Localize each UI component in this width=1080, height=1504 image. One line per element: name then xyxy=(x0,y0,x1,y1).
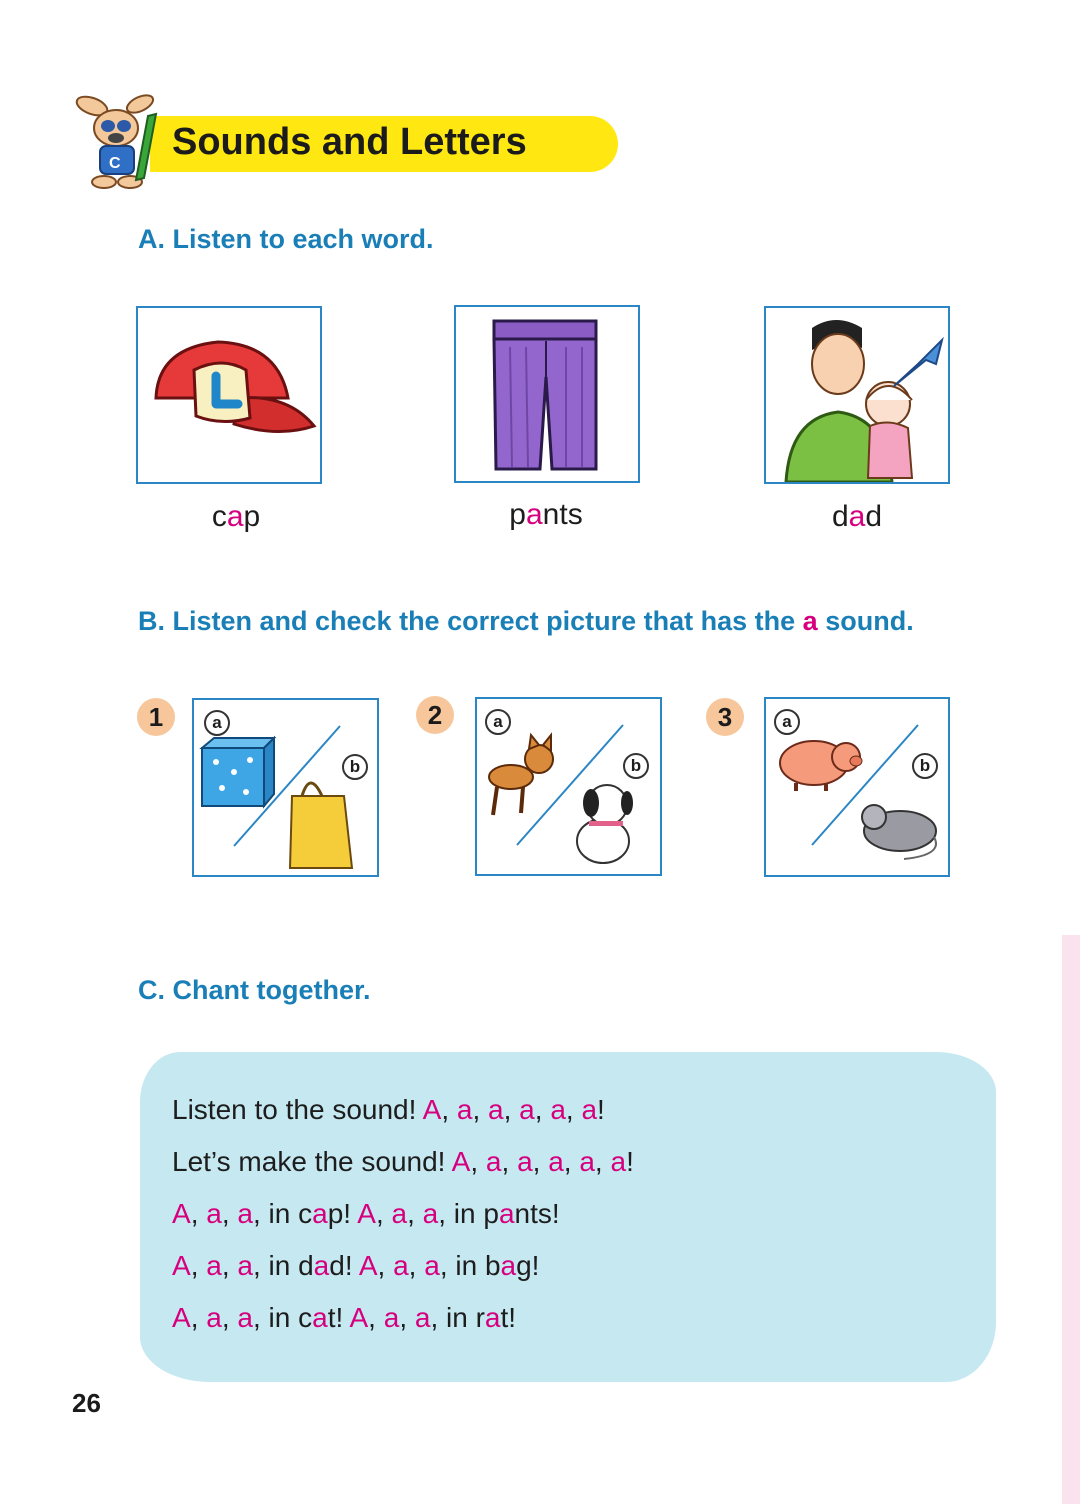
option-b-badge[interactable]: b xyxy=(623,753,649,779)
section-c-heading: C. Chant together. xyxy=(138,975,371,1005)
choice-frame-3[interactable] xyxy=(764,697,950,877)
option-a-badge[interactable]: a xyxy=(774,709,800,735)
page-number: 26 xyxy=(72,1388,101,1418)
pants-picture-frame xyxy=(454,305,640,483)
word-cap: cap xyxy=(211,500,261,533)
cap-picture-frame xyxy=(136,306,322,484)
word-dad: dad xyxy=(831,500,883,533)
side-strip xyxy=(1062,935,1080,1504)
dad-and-baby-picture-icon xyxy=(766,308,948,482)
section-a-heading: A. Listen to each word. xyxy=(138,224,434,254)
choice-frame-1[interactable] xyxy=(192,698,379,877)
choice-frame-2[interactable] xyxy=(475,697,662,876)
option-b-badge[interactable]: b xyxy=(912,753,938,779)
chant-line-3: A, a, a, in cap! A, a, a, in pants! xyxy=(172,1198,560,1229)
mascot-rabbit-icon xyxy=(70,86,170,192)
option-a-badge[interactable]: a xyxy=(485,709,511,735)
item-number-2: 2 xyxy=(416,696,454,734)
page-title: Sounds and Letters xyxy=(172,121,527,163)
chant-line-1: Listen to the sound! A, a, a, a, a, a! xyxy=(172,1094,605,1125)
item-number-1: 1 xyxy=(137,698,175,736)
section-b-heading: B. Listen and check the correct picture that has the a sound. xyxy=(138,606,914,636)
chant-line-2: Let’s make the sound! A, a, a, a, a, a! xyxy=(172,1146,634,1177)
cap-picture-icon xyxy=(138,308,320,482)
item-number-3: 3 xyxy=(706,698,744,736)
chant-line-5: A, a, a, in cat! A, a, a, in rat! xyxy=(172,1302,517,1333)
dad-picture-frame xyxy=(764,306,950,484)
option-b-badge[interactable]: b xyxy=(342,754,368,780)
pants-picture-icon xyxy=(456,307,638,481)
word-pants: pants xyxy=(509,498,583,531)
option-a-badge[interactable]: a xyxy=(204,710,230,736)
chant-line-4: A, a, a, in dad! A, a, a, in bag! xyxy=(172,1250,540,1281)
svg-text:C: C xyxy=(109,155,121,172)
